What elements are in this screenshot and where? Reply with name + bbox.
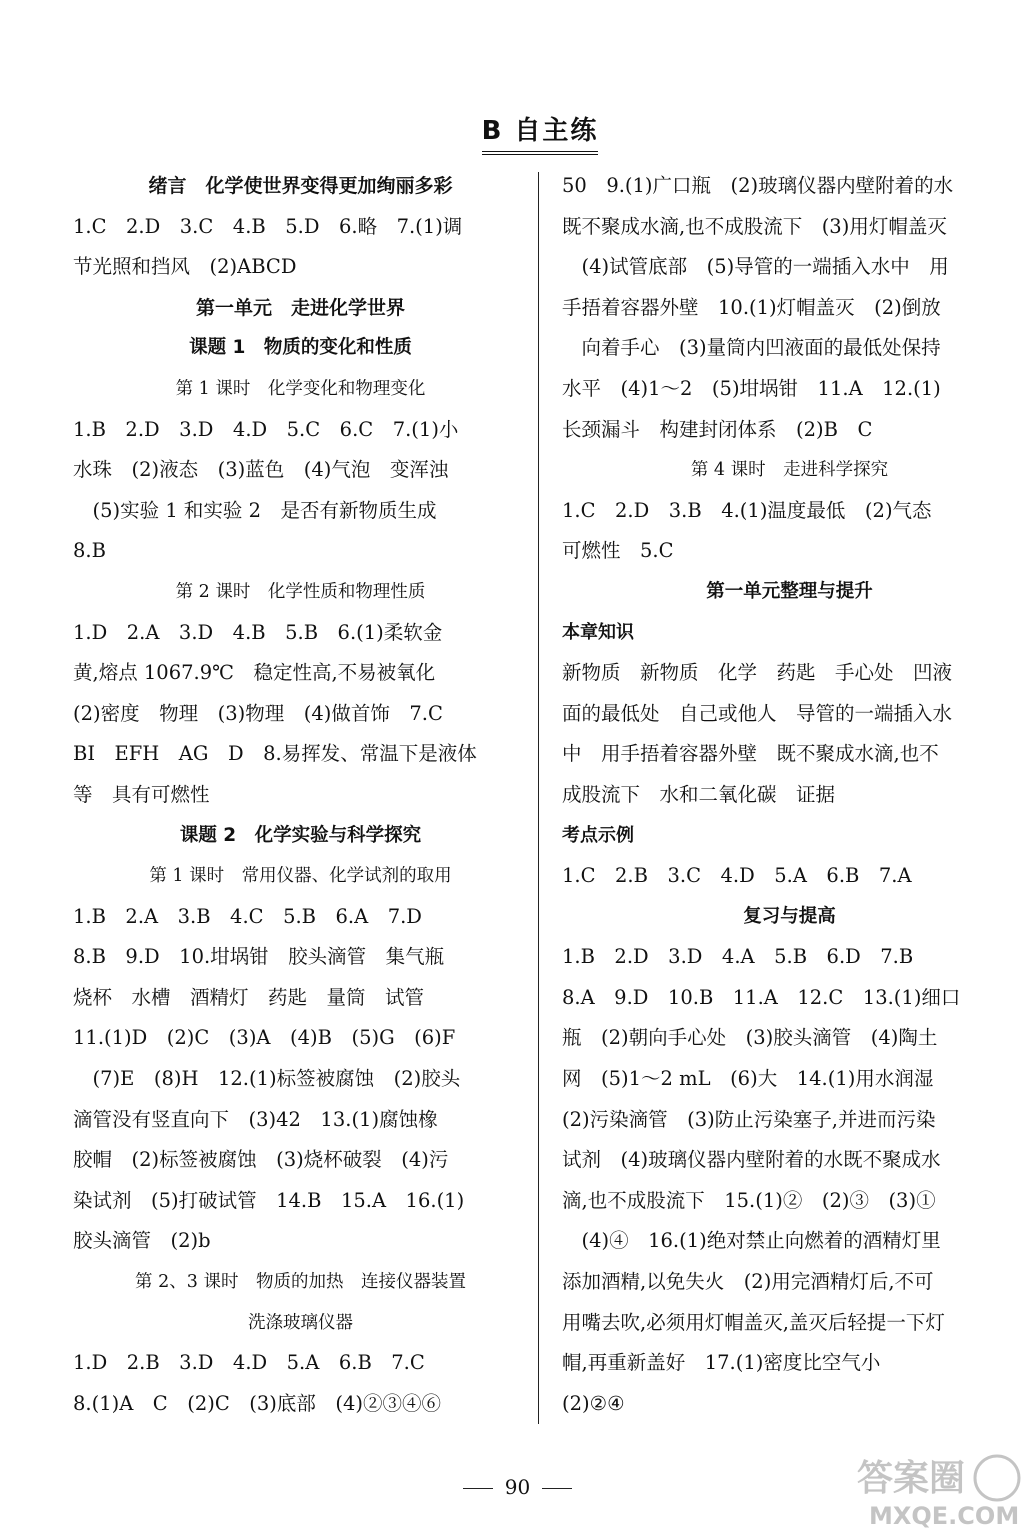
section-heading: 第 1 课时 化学变化和物理变化: [175, 378, 426, 399]
answer-line: (2)密度 物理 (3)物理 (4)做首饰 7.C: [73, 701, 443, 725]
answer-line: 1.D 2.A 3.D 4.B 5.B 6.(1)柔软金: [73, 620, 443, 644]
answer-line: 胶帽 (2)标签被腐蚀 (3)烧杯破裂 (4)污: [73, 1148, 449, 1172]
answer-line: 1.B 2.D 3.D 4.A 5.B 6.D 7.B: [562, 945, 914, 969]
answer-line: (5)实验 1 和实验 2 是否有新物质生成: [73, 498, 437, 522]
section-heading: 课题 1 物质的变化和性质: [189, 337, 412, 359]
answer-line: 水珠 (2)液态 (3)蓝色 (4)气泡 变浑浊: [73, 458, 449, 482]
answer-line: (4)④ 16.(1)绝对禁止向燃着的酒精灯里: [562, 1229, 941, 1253]
footer-dash-left: [463, 1488, 493, 1489]
answer-line: 8.B 9.D 10.坩埚钳 胶头滴管 集气瓶: [73, 945, 445, 969]
section-heading: 课题 2 化学实验与科学探究: [179, 824, 422, 846]
section-heading: 第 2、3 课时 物质的加热 连接仪器装置: [135, 1272, 466, 1293]
column-divider: [538, 172, 539, 1424]
answer-line: 新物质 新物质 化学 药匙 手心处 凹液: [562, 661, 953, 685]
answer-line: 可燃性 5.C: [562, 539, 674, 563]
answer-line: 8.A 9.D 10.B 11.A 12.C 13.(1)细口: [562, 985, 961, 1009]
answer-line: BI EFH AG D 8.易挥发、常温下是液体: [73, 742, 477, 766]
answer-line: 1.B 2.D 3.D 4.D 5.C 6.C 7.(1)小: [73, 417, 459, 441]
answer-line: (2)污染滴管 (3)防止污染塞子,并进而污染: [562, 1107, 936, 1131]
answer-line: 添加酒精,以免失火 (2)用完酒精灯后,不可: [562, 1270, 934, 1294]
watermark-bottom-text: MXQE.COM: [869, 1502, 1020, 1530]
section-heading: 第一单元 走进化学世界: [195, 296, 405, 319]
section-heading: 绪言 化学使世界变得更加绚丽多彩: [148, 175, 453, 197]
section-heading: 复习与提高: [743, 905, 836, 927]
section-heading: 第 1 课时 常用仪器、化学试剂的取用: [149, 866, 452, 887]
answer-line: (7)E (8)H 12.(1)标签被腐蚀 (2)胶头: [73, 1067, 461, 1091]
section-heading: 第 2 课时 化学性质和物理性质: [175, 581, 426, 602]
answer-line: 1.C 2.D 3.B 4.(1)温度最低 (2)气态: [562, 498, 932, 522]
section-heading: 洗涤玻璃仪器: [248, 1312, 353, 1333]
page-number: 90: [504, 1475, 531, 1499]
section-title: B 自主练: [482, 110, 599, 155]
answer-line: 黄,熔点 1067.9℃ 稳定性高,不易被氧化: [73, 661, 436, 685]
answer-line: 网 (5)1～2 mL (6)大 14.(1)用水润湿: [562, 1067, 934, 1091]
answer-line: 节光照和挡风 (2)ABCD: [73, 255, 297, 279]
answer-line: 1.B 2.A 3.B 4.C 5.B 6.A 7.D: [73, 904, 422, 928]
answer-line: 胶头滴管 (2)b: [73, 1229, 211, 1253]
answer-line: (4)试管底部 (5)导管的一端插入水中 用: [562, 255, 949, 279]
answer-line: 水平 (4)1～2 (5)坩埚钳 11.A 12.(1): [562, 376, 941, 400]
answer-line: 向着手心 (3)量筒内凹液面的最低处保持: [562, 336, 941, 360]
answer-line: 滴,也不成股流下 15.(1)② (2)③ (3)①: [562, 1188, 936, 1212]
answer-line: 8.B: [73, 539, 106, 563]
answer-line: 手捂着容器外壁 10.(1)灯帽盖灭 (2)倒放: [562, 295, 941, 319]
answer-line: 试剂 (4)玻璃仪器内壁附着的水既不聚成水: [562, 1148, 941, 1172]
answer-line: 中 用手捂着容器外壁 既不聚成水滴,也不: [562, 742, 939, 766]
section-heading: 第一单元整理与提升: [706, 580, 873, 602]
section-heading: 考点示例: [562, 824, 634, 846]
answer-line: 帽,再重新盖好 17.(1)密度比空气小: [562, 1351, 881, 1375]
answer-line: 1.D 2.B 3.D 4.D 5.A 6.B 7.C: [73, 1351, 425, 1375]
left-column: [73, 166, 528, 1424]
answer-line: 瓶 (2)朝向手心处 (3)胶头滴管 (4)陶土: [562, 1026, 938, 1050]
right-column: [562, 166, 1017, 1424]
footer-dash-right: [542, 1488, 572, 1489]
answer-line: 滴管没有竖直向下 (3)42 13.(1)腐蚀橡: [73, 1107, 438, 1131]
answer-line: 等 具有可燃性: [73, 782, 210, 806]
answer-line: 11.(1)D (2)C (3)A (4)B (5)G (6)F: [73, 1026, 456, 1050]
answer-line: (2)②④: [562, 1391, 625, 1415]
title-block: [470, 110, 610, 155]
answer-line: 1.C 2.D 3.C 4.B 5.D 6.略 7.(1)调: [73, 214, 463, 238]
answer-line: 烧杯 水槽 酒精灯 药匙 量筒 试管: [73, 985, 425, 1009]
answer-line: 1.C 2.B 3.C 4.D 5.A 6.B 7.A: [562, 864, 912, 888]
answer-line: 50 9.(1)广口瓶 (2)玻璃仪器内壁附着的水: [562, 174, 954, 197]
watermark-logo: [849, 1452, 1027, 1530]
answer-line: 既不聚成水滴,也不成股流下 (3)用灯帽盖灭: [562, 214, 947, 238]
answer-line: 面的最低处 自己或他人 导管的一端插入水: [562, 701, 953, 725]
answer-line: 长颈漏斗 构建封闭体系 (2)B C: [562, 417, 873, 441]
watermark-top-text: 答案圈: [857, 1458, 966, 1499]
section-heading: 第 4 课时 走进科学探究: [690, 460, 889, 481]
answer-line: 成股流下 水和二氧化碳 证据: [562, 782, 836, 806]
answer-line: 染试剂 (5)打破试管 14.B 15.A 16.(1): [73, 1188, 465, 1212]
answer-line: 用嘴去吹,必须用灯帽盖灭,盖灭后轻提一下灯: [562, 1310, 945, 1334]
answer-line: 8.(1)A C (2)C (3)底部 (4)②③④⑥: [73, 1391, 442, 1415]
section-heading: 本章知识: [562, 621, 634, 643]
